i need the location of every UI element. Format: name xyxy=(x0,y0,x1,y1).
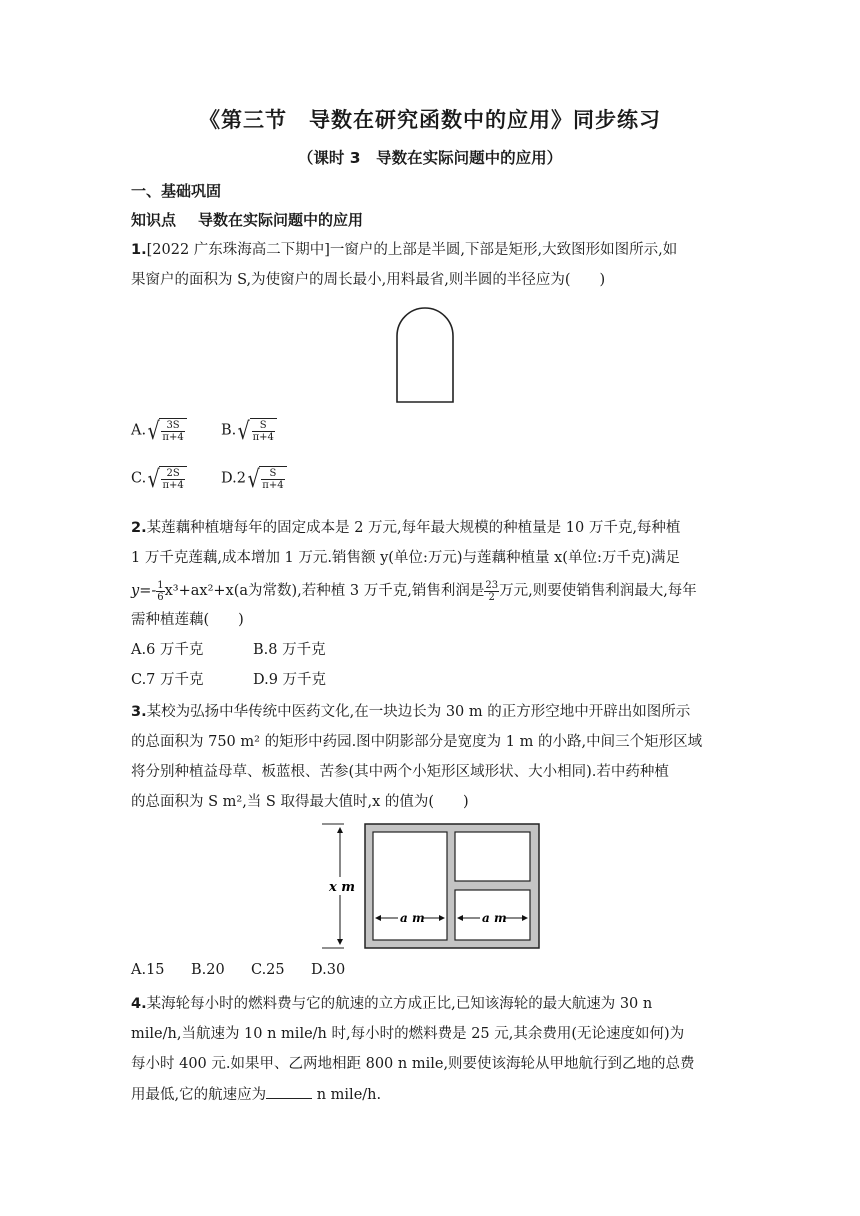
q2-line-2: 1 万千克莲藕,成本增加 1 万元.销售额 y(单位:万元)与莲藕种植量 x(单位:万千克)满足 xyxy=(131,550,680,566)
q2-line-3: y=- $\frac{1}{6}$ x³+ax²+x(a为常数),若种植 3 万千克,销售利润是 $\frac{23}{2}$ 万元,则要使销售利润最大,每年 xyxy=(131,579,697,603)
q3-option-c[interactable]: C.25 xyxy=(251,962,285,978)
garden-figure xyxy=(320,822,540,950)
q2-option-a[interactable]: A.6 万千克 xyxy=(131,642,204,658)
q2-line-1 xyxy=(131,518,680,538)
q1-option-b[interactable]: B. √ $\frac{S}{\pi+4}$ xyxy=(221,418,277,443)
width-label-left: a m xyxy=(400,911,425,925)
q4-text-1: 某海轮每小时的燃料费与它的航速的立方成正比,已知该海轮的最大航速为 30 n xyxy=(146,996,653,1012)
q2-option-b[interactable]: B.8 万千克 xyxy=(253,642,326,658)
q3-line-1 xyxy=(131,702,690,722)
q3-option-d[interactable]: D.30 xyxy=(311,962,346,978)
q3-line-4: 的总面积为 S m²,当 S 取得最大值时,x 的值为( ) xyxy=(131,794,469,810)
q2-number: 2. xyxy=(131,520,147,536)
page-subtitle: （课时 3 导数在实际问题中的应用） xyxy=(297,149,563,167)
q4-line-2: mile/h,当航速为 10 n mile/h 时,每小时的燃料费是 25 元,其余费用(无论速度如何)为 xyxy=(131,1026,685,1042)
q1-line-1 xyxy=(131,240,677,260)
q4-number: 4. xyxy=(131,996,147,1012)
window-figure xyxy=(390,298,460,406)
q3-option-b[interactable]: B.20 xyxy=(191,962,225,978)
knowledge-point-label: 知识点 xyxy=(131,211,177,229)
q1-number: 1. xyxy=(131,242,147,258)
q1-option-c[interactable]: C. √ $\frac{2S}{\pi+4}$ xyxy=(131,466,187,491)
knowledge-point xyxy=(131,209,363,230)
q3-text-1: 某校为弘扬中华传统中医药文化,在一块边长为 30 m 的正方形空地中开辟出如图所示 xyxy=(146,704,691,720)
q4-line-4: 用最低,它的航速应为 n mile/h. xyxy=(131,1084,381,1105)
section-heading: 一、基础巩固 xyxy=(131,182,222,200)
q1-option-a[interactable]: A. √ $\frac{3S}{\pi+4}$ xyxy=(131,418,187,443)
q2-text-1: 某莲藕种植塘每年的固定成本是 2 万元,每年最大规模的种植量是 10 万千克,每种植 xyxy=(146,520,681,536)
q3-option-a[interactable]: A.15 xyxy=(131,962,165,978)
q2-fraction-2: $\frac{23}{2}$ xyxy=(485,579,499,603)
q3-number: 3. xyxy=(131,704,147,720)
q3-line-2: 的总面积为 750 m² 的矩形中药园.图中阴影部分是宽度为 1 m 的小路,中间三个矩形区域 xyxy=(131,734,703,750)
knowledge-point-text: 导数在实际问题中的应用 xyxy=(198,211,364,229)
answer-blank[interactable] xyxy=(266,1084,312,1099)
q2-option-c[interactable]: C.7 万千克 xyxy=(131,672,204,688)
page-title: 《第三节 导数在研究函数中的应用》同步练习 xyxy=(199,108,661,132)
side-label-x: x m xyxy=(329,880,356,895)
q1-text-1: [2022 广东珠海高二下期中]一窗户的上部是半圆,下部是矩形,大致图形如图所示,如 xyxy=(146,242,678,258)
q1-line-2: 果窗户的面积为 S,为使窗户的周长最小,用料最省,则半圆的半径应为( ) xyxy=(131,272,606,288)
q1-option-d[interactable]: D.2 √ $\frac{S}{\pi+4}$ xyxy=(221,466,287,491)
q2-line-4: 需种植莲藕( ) xyxy=(131,612,244,628)
q2-fraction-1: $\frac{1}{6}$ xyxy=(157,579,164,603)
q3-line-3: 将分别种植益母草、板蓝根、苦参(其中两个小矩形区域形状、大小相同).若中药种植 xyxy=(131,764,669,780)
q4-line-3: 每小时 400 元.如果甲、乙两地相距 800 n mile,则要使该海轮从甲地航行到乙地的总费 xyxy=(131,1056,695,1072)
q2-option-d[interactable]: D.9 万千克 xyxy=(253,672,327,688)
q4-line-1 xyxy=(131,994,652,1014)
width-label-right: a m xyxy=(482,911,507,925)
garden-bed-top-right xyxy=(455,832,530,881)
